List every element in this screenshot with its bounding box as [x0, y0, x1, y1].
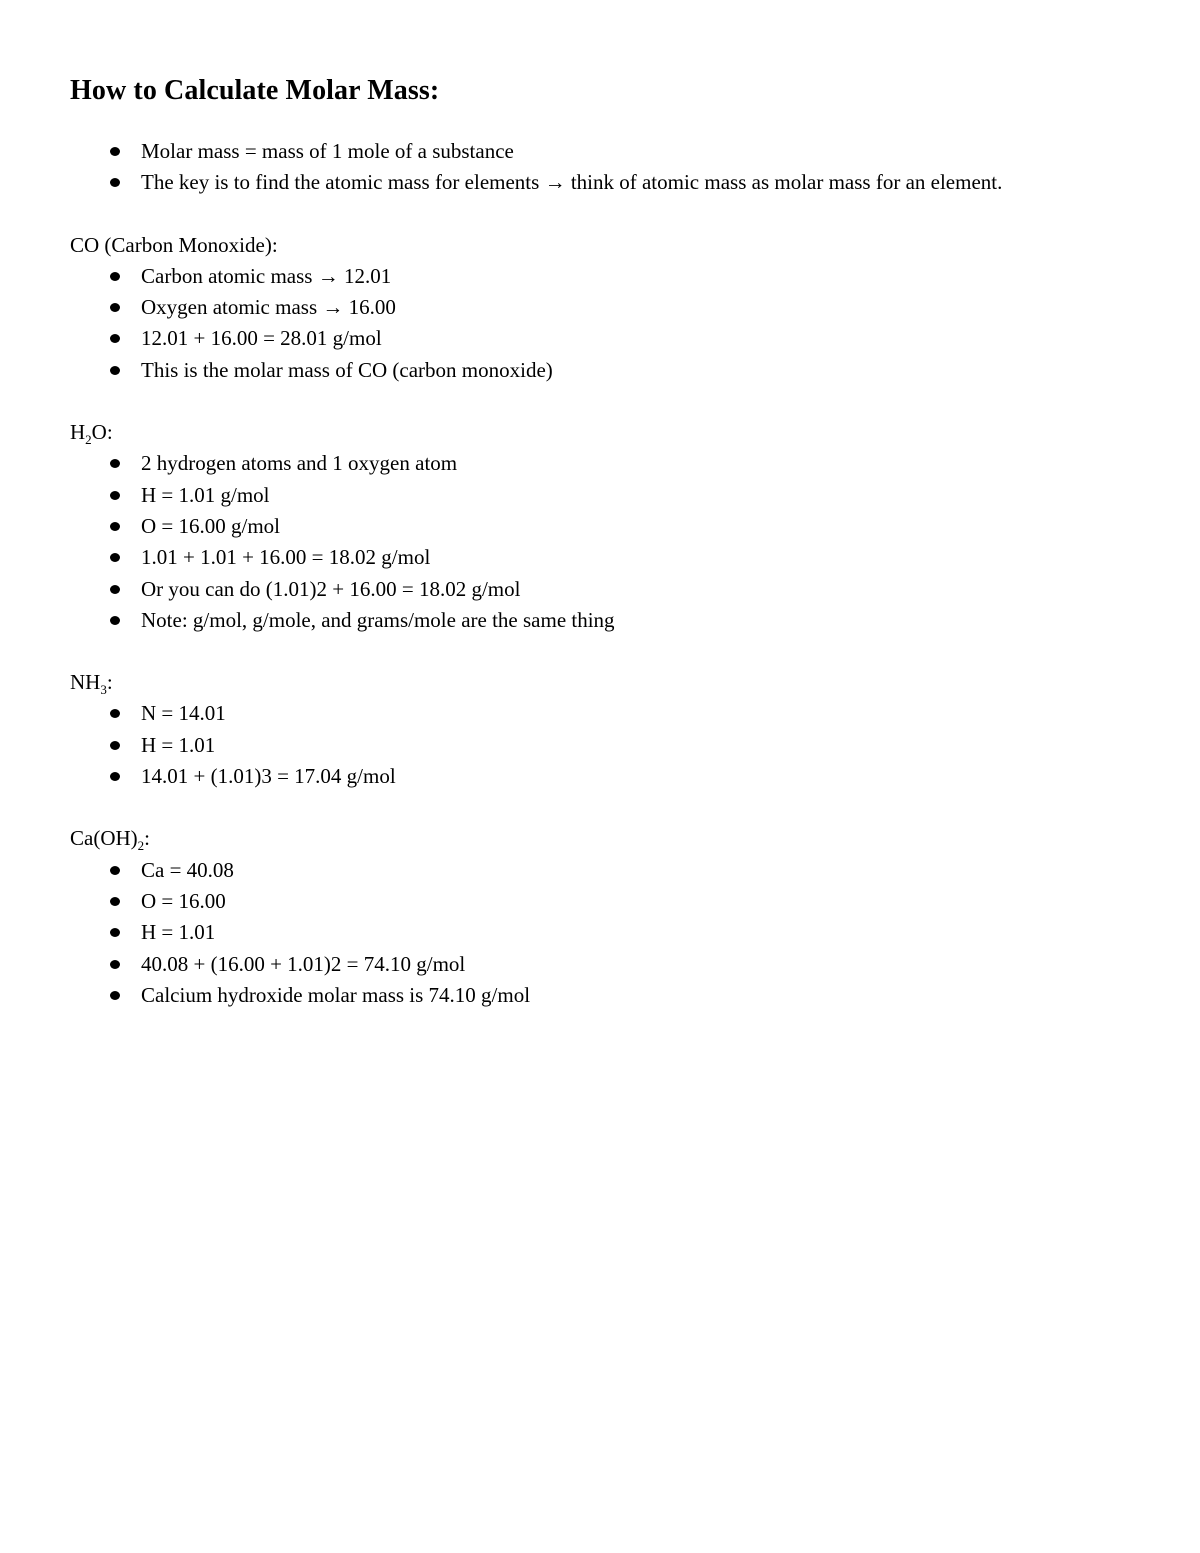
- list-item-text: H = 1.01: [141, 732, 216, 757]
- bullet-icon: [110, 303, 120, 312]
- section-heading-nh3: $NH_3$:: [70, 670, 113, 698]
- bullet-icon: [110, 741, 120, 750]
- list-item: [70, 261, 1160, 292]
- list-item-text: O = 16.00: [141, 888, 226, 913]
- list-item: [70, 761, 1160, 792]
- bullet-icon: [110, 928, 120, 937]
- list-item: [70, 323, 1160, 354]
- list-item-text: 2 hydrogen atoms and 1 oxygen atom: [141, 451, 458, 476]
- list-item: [70, 980, 1160, 1011]
- bullet-icon: [110, 709, 120, 718]
- list-item-text: 40.08 + (16.00 + 1.01)2 = 74.10 g/mol: [141, 951, 466, 976]
- list-item-text: Calcium hydroxide molar mass is 74.10 g/mol: [141, 982, 531, 1007]
- bullet-icon: [110, 960, 120, 969]
- bullet-icon: [110, 866, 120, 875]
- bullet-icon: [110, 334, 120, 343]
- list-item-text: Molar mass = mass of 1 mole of a substance: [141, 139, 514, 163]
- list-item: [70, 886, 1160, 917]
- list-item-text: 14.01 + (1.01)3 = 17.04 g/mol: [141, 764, 396, 789]
- bullet-icon: [110, 585, 120, 594]
- bullet-icon: [110, 147, 120, 156]
- list-item-text: Carbon atomic mass → 12.01: [141, 263, 392, 288]
- list-item: [70, 730, 1160, 761]
- page-title: How to Calculate Molar Mass:: [70, 75, 440, 106]
- list-item: [70, 542, 1160, 573]
- list-item: [70, 698, 1160, 729]
- section-list-co: [70, 261, 1160, 386]
- list-item-text: 12.01 + 16.00 = 28.01 g/mol: [141, 326, 382, 351]
- list-item: [70, 949, 1160, 980]
- section-heading-h2o: $H_2O$:: [70, 420, 113, 448]
- bullet-icon: [110, 366, 120, 375]
- intro-list: [70, 136, 1160, 199]
- list-item: [70, 855, 1160, 886]
- list-item-text: Note: g/mol, g/mole, and grams/mole are the same thing: [141, 607, 615, 632]
- bullet-icon: [110, 522, 120, 531]
- list-item-text: 1.01 + 1.01 + 16.00 = 18.02 g/mol: [141, 545, 431, 570]
- list-item: [70, 605, 1160, 636]
- section-heading-co: CO (Carbon Monoxide):: [70, 232, 278, 257]
- list-item: [70, 136, 1160, 167]
- document-page: [70, 72, 1160, 1011]
- section-list-h2o: [70, 448, 1160, 636]
- list-item: [70, 292, 1160, 323]
- list-item-text: Ca = 40.08: [141, 857, 234, 882]
- list-item: [70, 917, 1160, 948]
- list-item-text: Oxygen atomic mass → 16.00: [141, 295, 396, 320]
- list-item: [70, 448, 1160, 479]
- list-item-text: H = 1.01: [141, 920, 216, 945]
- section-heading-caoh2: $Ca(OH)_2$:: [70, 826, 150, 854]
- bullet-icon: [110, 991, 120, 1000]
- list-item-text: This is the molar mass of CO (carbon monoxide): [141, 357, 553, 382]
- list-item: [70, 480, 1160, 511]
- list-item: [70, 167, 1160, 198]
- bullet-icon: [110, 459, 120, 468]
- section-list-nh3: [70, 698, 1160, 792]
- bullet-icon: [110, 272, 120, 281]
- list-item-text: Or you can do (1.01)2 + 16.00 = 18.02 g/mol: [141, 576, 521, 601]
- list-item-text: H = 1.01 g/mol: [141, 482, 270, 507]
- list-item: [70, 355, 1160, 386]
- bullet-icon: [110, 772, 120, 781]
- list-item: [70, 574, 1160, 605]
- bullet-icon: [110, 897, 120, 906]
- list-item-text: N = 14.01: [141, 701, 226, 726]
- list-item-text: O = 16.00 g/mol: [141, 513, 281, 538]
- bullet-icon: [110, 553, 120, 562]
- list-item-text: The key is to find the atomic mass for elements → think of atomic mass as molar mass for an element.: [141, 170, 1003, 195]
- section-list-caoh2: [70, 855, 1160, 1011]
- bullet-icon: [110, 616, 120, 625]
- list-item: [70, 511, 1160, 542]
- bullet-icon: [110, 491, 120, 500]
- bullet-icon: [110, 178, 120, 187]
